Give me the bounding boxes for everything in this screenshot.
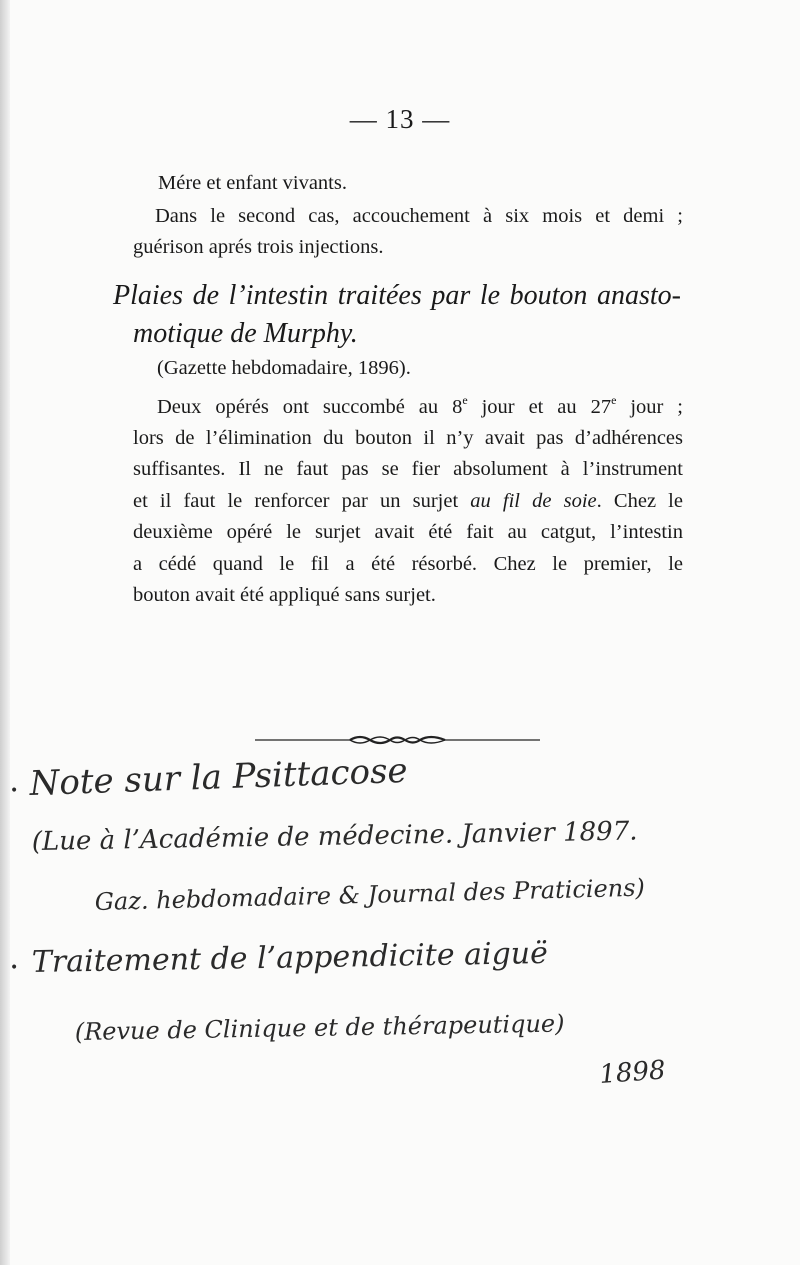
svg-text:•: • [10, 783, 19, 799]
handwritten-line-4: Traitement de l’appendicite aiguë [31, 935, 549, 980]
section-title-line-1: Plaies de l’intestin traitées par le bouton anasto- [113, 280, 681, 311]
body-line-1: Deux opérés ont succombé au 8e jour et au 27e jour ; [157, 393, 683, 418]
body-line-7: bouton avait été appliqué sans surjet. [133, 584, 436, 606]
page-edge-shadow [0, 0, 10, 1265]
body-line-5: deuxième opéré le surjet avait été fait au catgut, l’intestin [133, 521, 683, 543]
body-line-4: et il faut le renforcer par un surjet au fil de soie. Chez le [133, 490, 683, 512]
section-title-line-2: motique de Murphy. [133, 318, 358, 349]
handwritten-line-1: Note sur la Psittacose [28, 750, 409, 804]
intro-line-2: Dans le second cas, accouchement à six mois et demi ; [155, 205, 683, 227]
intro-line-3: guérison aprés trois injections. [133, 236, 384, 258]
section-divider-ornament [255, 732, 540, 748]
page-number: — 13 — [349, 104, 451, 134]
handwritten-line-6: 1898 [598, 1055, 667, 1090]
section-source: (Gazette hebdomadaire, 1896). [157, 357, 411, 379]
handwritten-annotations [10, 750, 800, 1110]
svg-text:•: • [10, 960, 19, 976]
handwritten-line-2: (Lue à l’Académie de médecine. Janvier 1897. [31, 816, 638, 857]
handwritten-line-3: Gaz. hebdomadaire & Journal des Praticiens) [94, 873, 646, 916]
handwritten-line-5: (Revue de Clinique et de thérapeutique) [74, 1009, 565, 1046]
body-line-3: suffisantes. Il ne faut pas se fier absolument à l’instrument [133, 458, 683, 480]
body-line-2: lors de l’élimination du bouton il n’y avait pas d’adhérences [133, 427, 683, 449]
body-line-6: a cédé quand le fil a été résorbé. Chez le premier, le [133, 553, 683, 575]
intro-line-1: Mére et enfant vivants. [158, 172, 347, 194]
